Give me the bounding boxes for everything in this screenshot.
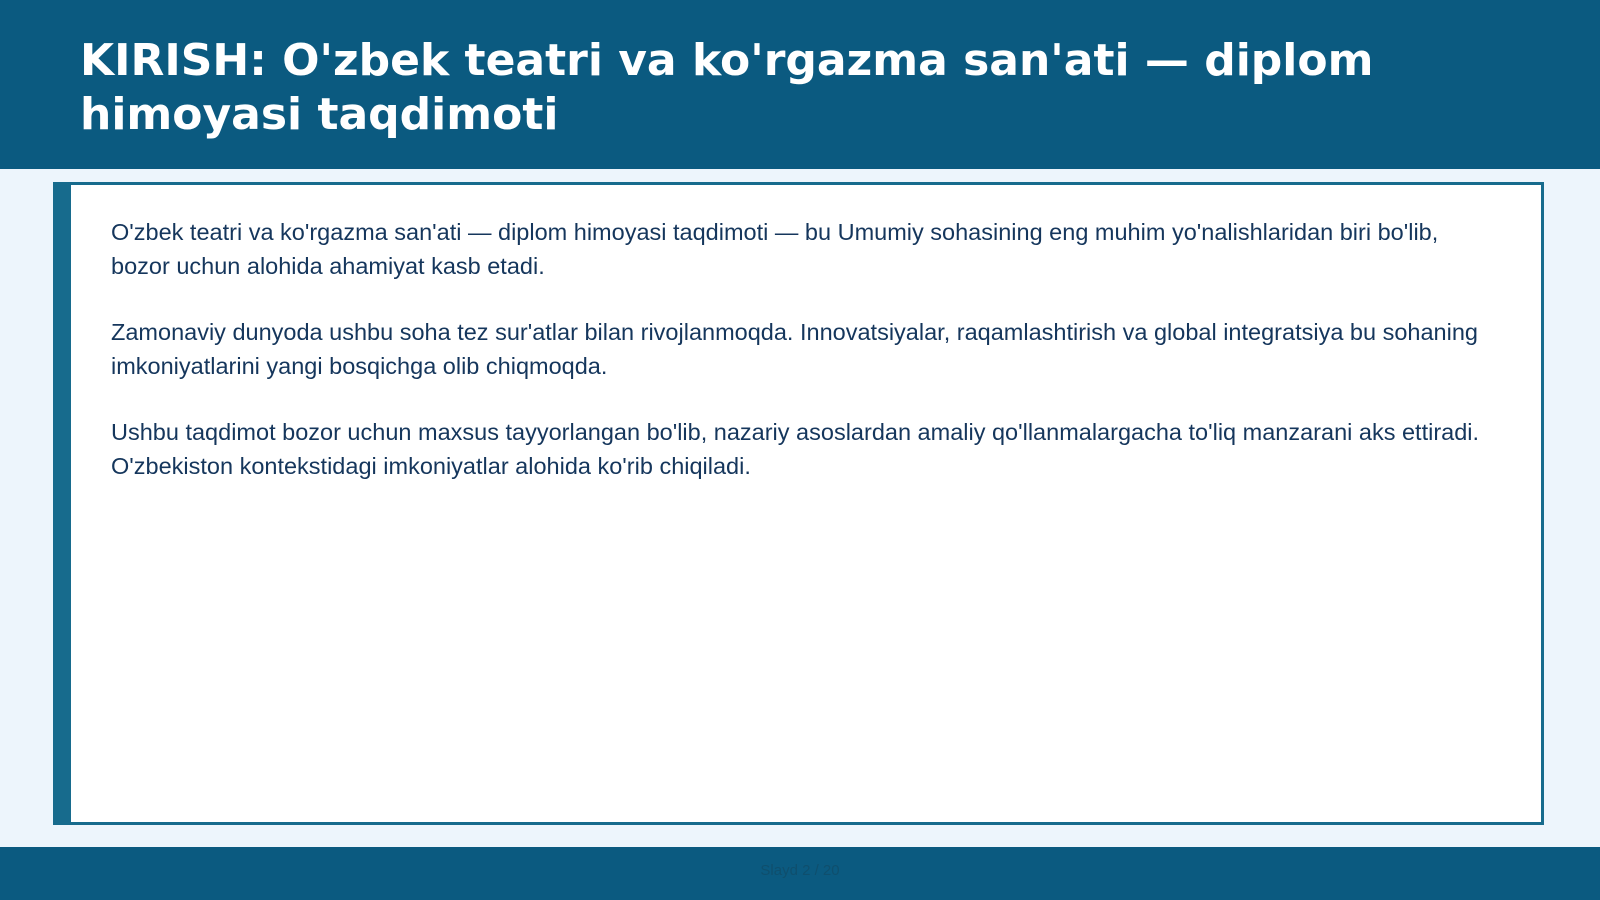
slide-number: Slayd 2 / 20 [760,862,840,879]
content-card [53,182,1544,825]
slide-title: KIRISH: O'zbek teatri va ko'rgazma san'ati — diplom himoyasi taqdimoti [80,35,1374,140]
slide-body [111,215,1491,515]
slide-header [0,0,1600,169]
body-paragraph-2: Zamonaviy dunyoda ushbu soha tez sur'atlar bilan rivojlanmoqda. Innovatsiyalar, raqamlashtirish va global integratsiya bu sohaning imkoniyatlarini yangi bosqichga olib chiqmoqda. [111,319,1478,379]
slide-footer [0,847,1600,900]
body-paragraph-1: O'zbek teatri va ko'rgazma san'ati — diplom himoyasi taqdimoti — bu Umumiy sohasining eng muhim yo'nalishlaridan biri bo'lib, bozor uchun alohida ahamiyat kasb etadi. [111,219,1439,279]
body-paragraph-3: Ushbu taqdimot bozor uchun maxsus tayyorlangan bo'lib, nazariy asoslardan amaliy qo'llanmalargacha to'liq manzarani aks ettiradi. O'zbekiston kontekstidagi imkoniyatlar alohida ko'rib chiqiladi. [111,419,1480,479]
